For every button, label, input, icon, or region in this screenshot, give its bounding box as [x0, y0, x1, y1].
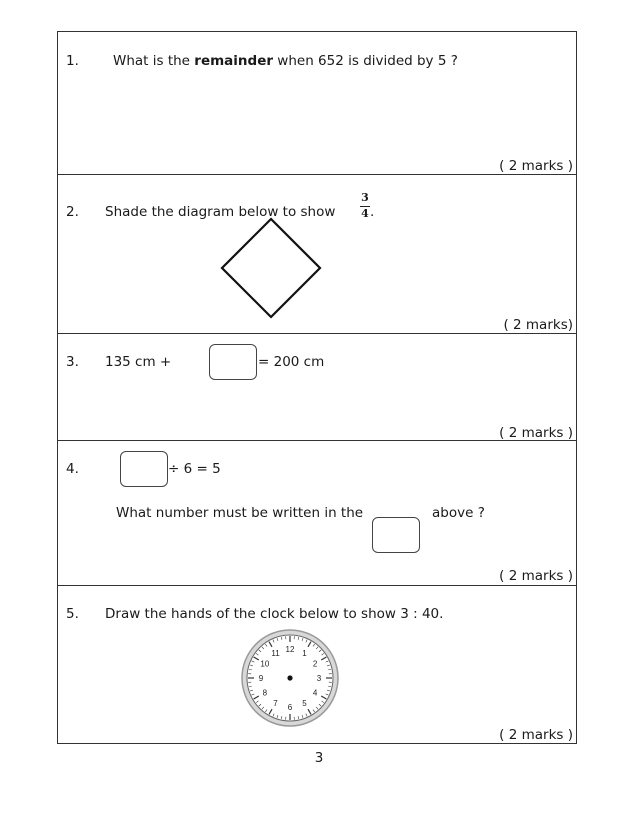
- clock-number: 4: [312, 688, 318, 698]
- clock-center-dot: [287, 675, 292, 680]
- fraction-numerator: 3: [361, 191, 369, 204]
- fraction-denominator: 4: [361, 207, 369, 220]
- clock-number: 3: [316, 674, 322, 683]
- clock-number: 9: [258, 674, 264, 683]
- question-1-bold: remainder: [194, 53, 274, 69]
- clock-number: 11: [271, 648, 280, 658]
- question-4-sentence-start: What number must be written in the: [116, 505, 364, 521]
- clock-number: 12: [285, 645, 295, 654]
- square-diagram[interactable]: [218, 215, 324, 321]
- answer-box-q4[interactable]: [120, 451, 168, 487]
- inline-box-q4: [372, 517, 420, 553]
- question-5-marks: ( 2 marks ): [499, 727, 573, 743]
- clock-number: 8: [262, 688, 268, 698]
- question-1: [58, 32, 576, 175]
- question-1-marks: ( 2 marks ): [499, 158, 573, 174]
- question-4-equation: ÷ 6 = 5: [168, 461, 221, 477]
- question-2-text: Shade the diagram below to show: [105, 204, 336, 220]
- question-1-text-pre: What is the: [113, 53, 195, 69]
- question-4: [58, 441, 576, 586]
- question-3-right: = 200 cm: [258, 354, 325, 370]
- question-4-number: 4.: [66, 461, 79, 477]
- clock-number: 7: [273, 699, 278, 709]
- question-4-marks: ( 2 marks ): [499, 568, 573, 584]
- clock-number: 1: [302, 648, 307, 658]
- question-2-number: 2.: [66, 204, 79, 220]
- question-5-text: Draw the hands of the clock below to show 3 : 40.: [105, 606, 444, 622]
- question-3-number: 3.: [66, 354, 79, 370]
- question-4-sentence-end: above ?: [432, 505, 485, 521]
- question-3-left: 135 cm +: [105, 354, 172, 370]
- clock-number: 10: [260, 659, 270, 669]
- page-number: 3: [314, 750, 324, 766]
- question-3-marks: ( 2 marks ): [499, 425, 573, 441]
- question-2: [58, 175, 576, 334]
- clock-number: 2: [312, 659, 318, 669]
- answer-box-q3[interactable]: [209, 344, 257, 380]
- question-1-text-post: when 652 is divided by 5 ?: [273, 53, 458, 69]
- question-3: [58, 334, 576, 441]
- fraction-period: .: [370, 204, 375, 220]
- question-sheet: [57, 31, 577, 744]
- clock-number: 5: [302, 699, 307, 709]
- clock-face[interactable]: [240, 628, 340, 728]
- question-5-number: 5.: [66, 606, 79, 622]
- question-2-marks: ( 2 marks): [503, 317, 573, 333]
- question-1-text: [113, 53, 458, 69]
- question-5: [58, 586, 576, 745]
- question-1-number: 1.: [66, 53, 79, 69]
- clock-number: 6: [287, 703, 293, 712]
